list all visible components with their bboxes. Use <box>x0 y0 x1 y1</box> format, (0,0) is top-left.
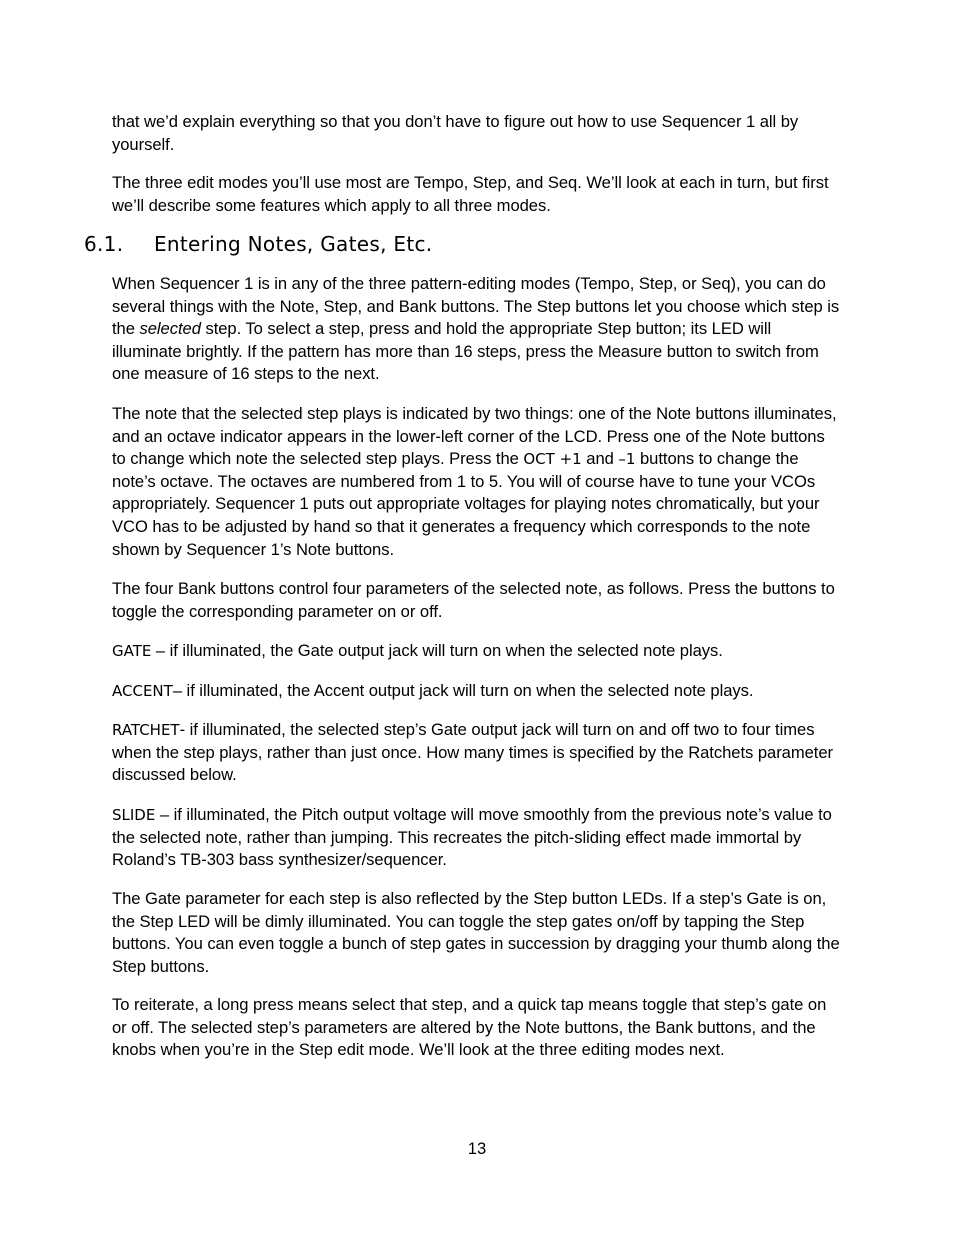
slide-description: – if illuminated, the Pitch output voltage will move smoothly from the previous note’s value to the selected note, rather than jumping. This recreates the pitch-sliding effect made immortal by Roland’s TB-303 bass synthesizer/sequencer. <box>112 805 832 870</box>
ratchet-description: - if illuminated, the selected step’s Gate output jack will turn on and off two to four times when the step plays, rather than just once. How many times is specified by the Ratchets parameter discussed below. <box>112 720 834 785</box>
paragraph-intro-continued: that we’d explain everything so that you don’t have to figure out how to use Sequencer 1 all by yourself. <box>112 112 799 154</box>
paragraph-bank-buttons: The four Bank buttons control four parameters of the selected note, as follows. Press the buttons to toggle the corresponding parameter on or off. <box>112 579 835 621</box>
paragraph-gate <box>112 640 842 663</box>
p3-text-after: step. To select a step, press and hold the appropriate Step button; its LED will illuminate brightly. If the pattern has more than 16 steps, press the Measure button to switch from one measure of 16 steps to the next. <box>112 319 819 384</box>
section-number: 6.1. <box>84 232 124 256</box>
paragraph-slide <box>112 804 842 872</box>
paragraph-edit-modes: The three edit modes you’ll use most are Tempo, Step, and Seq. We’ll look at each in turn, but first we’ll describe some features which apply to all three modes. <box>112 173 829 215</box>
paragraph-step-leds: The Gate parameter for each step is also reflected by the Step button LEDs. If a step’s Gate is on, the Step LED will be dimly illuminated. You can toggle the step gates on/off by tapping the Step buttons. You can even toggle a bunch of step gates in succession by dragging your thumb along the Step buttons. <box>112 889 840 976</box>
p4-text-middle: and <box>581 449 619 469</box>
slide-label: SLIDE <box>112 806 156 824</box>
paragraph-note-octave <box>112 403 842 561</box>
accent-label: ACCENT <box>112 682 173 700</box>
ratchet-label: RATCHET <box>112 721 180 739</box>
p4-text-before: The note that the selected step plays is indicated by two things: one of the Note buttons illuminates, and an octave indicator appears in the lower-left corner of the LCD. Press one of the Note buttons to change which note the selected step plays. Press the <box>112 404 837 469</box>
p3-emphasis-selected: selected <box>139 319 201 339</box>
paragraph-accent <box>112 680 842 703</box>
section-heading <box>84 230 432 258</box>
paragraph-pattern-editing <box>112 273 842 386</box>
gate-label: GATE <box>112 642 152 660</box>
section-title: Entering Notes, Gates, Etc. <box>154 232 433 256</box>
accent-description: – if illuminated, the Accent output jack will turn on when the selected note plays. <box>172 681 754 700</box>
paragraph-reiterate: To reiterate, a long press means select that step, and a quick tap means toggle that step’s gate on or off. The selected step’s parameters are altered by the Note buttons, the Bank buttons, and the knobs when you’re in the Step edit mode. We’ll look at the three editing modes next. <box>112 995 827 1060</box>
page-number: 13 <box>467 1139 487 1158</box>
oct-minus-label: –1 <box>618 450 636 469</box>
gate-description: – if illuminated, the Gate output jack will turn on when the selected note plays. <box>151 641 723 660</box>
p4-text-after: buttons to change the note’s octave. The octaves are numbered from 1 to 5. You will of course have to tune your VCOs appropriately. Sequencer 1 puts out appropriate voltages for playing notes chromatically, but your VCO has to be adjusted by hand so that it generates a frequency which corresponds to the note shown by Sequencer 1’s Note buttons. <box>112 449 820 559</box>
oct-plus-label: OCT +1 <box>523 450 582 469</box>
paragraph-ratchet <box>112 719 842 787</box>
p3-text-before: When Sequencer 1 is in any of the three pattern-editing modes (Tempo, Step, or Seq), you can do several things with the Note, Step, and Bank buttons. The Step buttons let you choose which step is the <box>112 274 840 339</box>
